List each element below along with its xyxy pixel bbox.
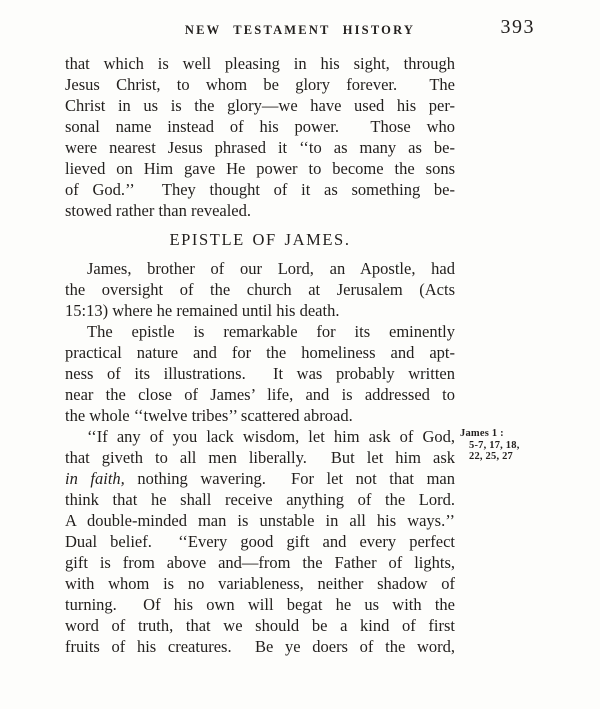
text-line: ness of its illustrations. It was probably written [65,364,455,383]
text-line: think that he shall receive anything of the Lord. [65,490,455,509]
text-line [65,468,455,489]
text-line: fruits of his creatures. Be ye doers of the word, [65,637,455,656]
text-line: that giveth to all men liberally. But let him ask [65,448,455,467]
section-heading: EPISTLE OF JAMES. [169,230,351,249]
text-line: practical nature and for the homeliness and apt- [65,343,455,362]
paragraph [65,426,520,657]
text-line: A double-minded man is unstable in all his ways.’’ [65,511,455,530]
paragraph [65,321,455,426]
page-header [65,18,535,40]
text-line: that which is well pleasing in his sight, through [65,54,455,73]
text-line: 15:13) where he remained until his death. [65,301,340,320]
text-line: were nearest Jesus phrased it ‘‘to as many as be- [65,138,455,157]
page-number: 393 [500,16,535,38]
running-title: NEW TESTAMENT HISTORY [184,23,416,37]
text-line: stowed rather than revealed. [65,201,251,220]
margin-note-verses: 22, 25, 27 [469,451,513,462]
text-line: near the close of James’ life, and is addressed to [65,385,455,404]
paragraph [65,258,455,321]
text-line: Dual belief. ‘‘Every good gift and every perfect [65,532,455,551]
page-body [65,53,520,657]
text-line: ‘‘If any of you lack wisdom, let him ask of God, James 1 : 5-7, 17, 18, 22, 25, 27 [65,426,455,447]
margin-note-verses: 5-7, 17, 18, [469,439,520,451]
text-line: the oversight of the church at Jerusalem (Acts [65,280,455,299]
text-line: Jesus Christ, to whom be glory forever. The [65,75,455,94]
paragraph [65,53,455,221]
text-line: the whole ‘‘twelve tribes’’ scattered abroad. [65,406,353,425]
text-line: sonal name instead of his power. Those who [65,117,455,136]
text-line: Christ in us is the glory—we have used his per- [65,96,455,115]
text-line: lieved on Him gave He power to become the sons [65,159,455,178]
plain-text: nothing wavering. For let not that man [124,469,455,488]
text-line: gift is from above and—from the Father of lights, [65,553,455,572]
scripture-margin-note [460,428,550,463]
text-line: James, brother of our Lord, an Apostle, had [87,259,455,278]
text-line: word of truth, that we should be a kind of first [65,616,455,635]
text-line: turning. Of his own will begat he us with the [65,595,455,614]
text-line: The epistle is remarkable for its eminently [87,322,455,341]
margin-note-reference: James 1 : [460,428,504,439]
italic-text: in faith, [65,469,125,488]
text-line: with whom is no variableness, neither shadow of [65,574,455,593]
text-line: of God.’’ They thought of it as something be- [65,180,455,199]
